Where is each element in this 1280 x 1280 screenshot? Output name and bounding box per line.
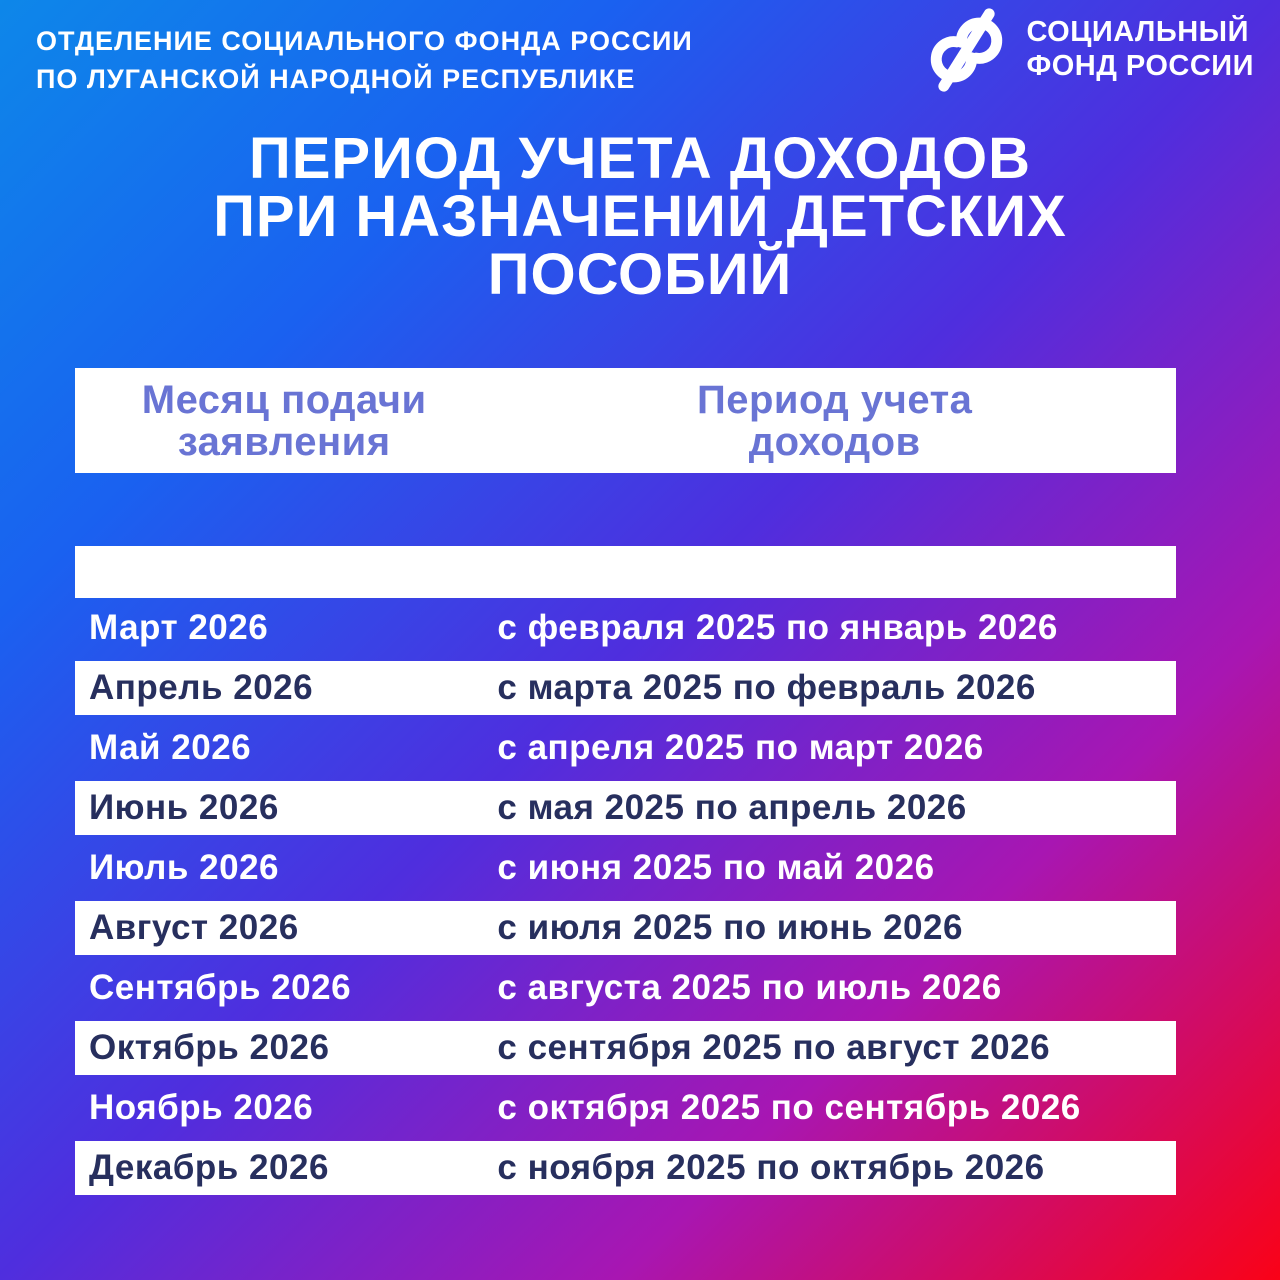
row-month: Сентябрь 2026	[89, 968, 352, 1007]
table-row	[75, 1138, 1176, 1198]
row-month: Октябрь 2026	[89, 1028, 330, 1067]
table-row	[75, 838, 1176, 898]
table-row	[75, 1078, 1176, 1138]
row-period: с ноября 2025 по октябрь 2026	[497, 1148, 1045, 1187]
table-row	[75, 958, 1176, 1018]
column-header-month: Месяц подачи заявления	[141, 377, 427, 464]
page-title-line: ПРИ НАЗНАЧЕНИИ ДЕТСКИХ	[213, 184, 1067, 249]
row-month: Июль 2026	[89, 848, 280, 887]
page-title-line: ПОСОБИЙ	[487, 242, 793, 307]
page-title	[0, 126, 1280, 307]
row-period: с марта 2025 по февраль 2026	[497, 668, 1036, 707]
row-month: Апрель 2026	[89, 668, 314, 707]
sfr-logo-text-line: СОЦИАЛЬНЫЙ	[1026, 16, 1249, 49]
table-row	[75, 778, 1176, 838]
row-month: Ноябрь 2026	[89, 1088, 314, 1127]
row-month: Май 2026	[89, 728, 252, 767]
column-header-period: Период учета доходов	[696, 377, 973, 464]
sfr-logo-text-line: ФОНД РОССИИ	[1026, 50, 1254, 82]
row-period: с сентября 2025 по август 2026	[497, 1028, 1051, 1067]
row-period: с мая 2025 по апрель 2026	[497, 788, 967, 827]
sfr-emblem-icon	[919, 8, 1014, 92]
table-row	[75, 658, 1176, 718]
row-month: Декабрь 2026	[89, 1148, 329, 1187]
table-row	[75, 898, 1176, 958]
row-month: Август 2026	[89, 908, 299, 947]
table-header-row	[75, 368, 1176, 473]
row-period: с февраля 2025 по январь 2026	[497, 608, 1058, 647]
page-title-line: ПЕРИОД УЧЕТА ДОХОДОВ	[249, 126, 1031, 191]
org-name-line: ПО ЛУГАНСКОЙ НАРОДНОЙ РЕСПУБЛИКЕ	[36, 64, 636, 95]
table-row	[75, 1018, 1176, 1078]
table-row	[75, 718, 1176, 778]
table-header-gap	[75, 473, 1176, 546]
row-month: Июнь 2026	[89, 788, 279, 827]
row-period: с июля 2025 по июнь 2026	[497, 908, 963, 947]
income-period-table	[75, 368, 1176, 1198]
table-body	[75, 598, 1176, 1198]
org-name-line: ОТДЕЛЕНИЕ СОЦИАЛЬНОГО ФОНДА РОССИИ	[36, 26, 693, 56]
org-name	[36, 22, 693, 99]
row-period: с августа 2025 по июль 2026	[497, 968, 1002, 1007]
table-empty-row	[75, 546, 1176, 598]
row-month: Март 2026	[89, 608, 269, 647]
row-period: с октября 2025 по сентябрь 2026	[497, 1088, 1081, 1127]
sfr-logo	[919, 8, 1254, 92]
sfr-logo-text	[1026, 16, 1254, 83]
table-row	[75, 598, 1176, 658]
row-period: с июня 2025 по май 2026	[497, 848, 935, 887]
row-period: с апреля 2025 по март 2026	[497, 728, 984, 767]
